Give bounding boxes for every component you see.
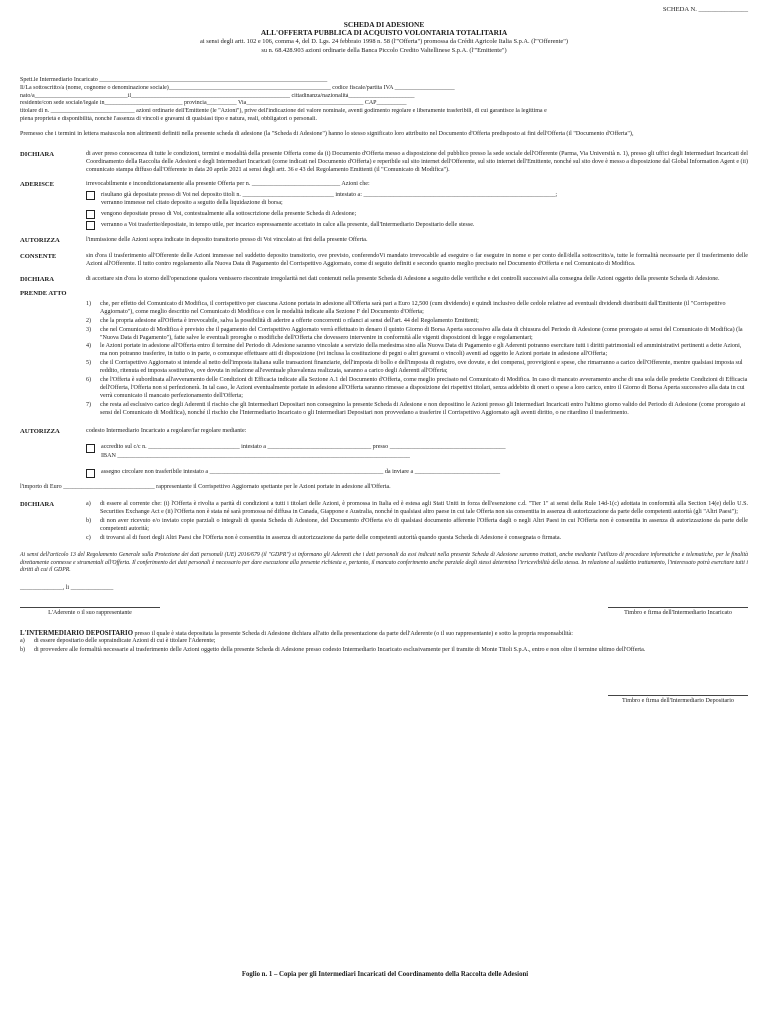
list-item: c) di trovarsi al di fuori degli Altri Paesi che l'Offerta non è consentita in assenza di autorizzazione da parte delle competenti autorità quando questa Scheda di Adesione è consegnata o firmata. [86, 535, 562, 542]
form-shares-info: su n. 68.428.903 azioni ordinarie della Banca Piccolo Credito Valtellinese S.p.A. (l'"Emittente") [261, 46, 507, 54]
depositary-text: presso il quale è stata depositata la presente Scheda di Adesione dichiara all'atto della presentazione da parte dell'Aderente (o il suo rappresentante) e sotto la propria responsabilità: [134, 630, 573, 637]
checkbox-deposit-now[interactable] [86, 210, 95, 219]
form-subtitle: ALL'OFFERTA PUBBLICA DI ACQUISTO VOLONTARIA TOTALITARIA [260, 28, 508, 38]
list-item: a) di essere depositario delle sopraindicate Azioni di cui è titolare l'Aderente; [20, 638, 216, 645]
list-item: 2) che la propria adesione all'Offerta è irrevocabile, salva la possibilità di aderire a offerte concorrenti o rilanci ai sensi dell'art. 44 del Regolamento Emittenti; [86, 317, 479, 324]
payment-option-account [86, 444, 748, 453]
section-text: codesto Intermediario Incaricato a regolare/far regolare mediante: [86, 427, 247, 434]
section-dichiara-2 [20, 276, 748, 285]
list-item: a) di essere al corrente che: (i) l'Offerta è rivolta a parità di condizioni a tutti i titolari delle Azioni, è promossa in Italia ed è estesa agli Stati Uniti in forza dell'esenzione c.d. "Tier 1" ai sensi della Rule 14d-1(c) adottata in conformità alla Section 14(e) dello U.S. Securities Exchange Act e (ii) l'Offerta non è stata né sarà promossa né diffusa in Canada, Giappone e Australia, nonché in qualsiasi altro paese in cui tale Offerta non sia consentita in assenza di autorizzazione da parte delle competenti autorità (gli "Altri Paesi"); [86, 501, 748, 516]
page-footer: Foglio n. 1 – Copia per gli Intermediari Incaricati del Coordinamento della Raccolta delle Adesioni [241, 971, 529, 979]
list-item: 1) che, per effetto del Comunicato di Modifica, il corrispettivo per ciascuna Azione portata in adesione all'Offerta sarà pari a Euro 12,500 (cum dividendo) e quindi inclusivo delle cedole relative ad eventuali dividendi distribuiti dall'Emittente (il "Corrispettivo Aggiornato"), come meglio descritto nel Comunicato di Modifica e con le modalità indicate alla Sezione F del Documento d'Offerta; [86, 300, 726, 315]
section-text: di aver preso conoscenza di tutte le condizioni, termini e modalità della presente Offerta come da (i) Documento d'Offerta messo a disposizione del pubblico presso la sede sociale dell'Offerente (Parma, Via Università n. 1), presso gli uffici degli Intermediari Incaricati del Coordinamento della Raccolta delle Adesioni e degli Intermediari Incaricati (come indicati nel Documento d'Offerta) e reperibile sul sito internet dell'Offerente, sul sito internet dell'Emittente, nonché sul sito dove è messo a disposizione dal Global Information Agent e (ii) comunicato stampa diffuso dall'Offerente in data 20 aprile 2021 ai sensi degli artt. 36 e 43 del Regolamento Emittenti (il "Comunicato di Modifica"). [86, 150, 748, 173]
shares-owned-line: titolare di n. ____________________________ azioni ordinarie dell'Emittente (le "Azioni"), prive dell'indicazione del valore nominale, aventi godimento regolare e liberamente trasferibili, di cui garantisce la legittima e [20, 108, 547, 115]
scheda-number: SCHEDA N. _______________ [662, 6, 748, 13]
depositary-section [20, 630, 748, 707]
ownership-line: piena proprietà e disponibilità, nonché l'assenza di vincoli e gravami di qualsiasi tipo e natura, reali, obbligatori o personali. [20, 115, 317, 122]
checkbox-transfer-later[interactable] [86, 221, 95, 230]
section-text: di accettare sin d'ora lo storno dell'operazione qualora venissero riscontrate irregolarità nei dati contenuti nella presente Scheda di Adesione a seguito delle verifiche e dei controlli successivi alla consegna delle Azioni oggetto della presente Scheda di Adesione. [86, 275, 720, 282]
deposit-option-3 [86, 221, 748, 230]
section-autorizza-2 [20, 428, 748, 478]
form-legal-basis: ai sensi degli artt. 102 e 106, comma 4, del D. Lgs. 24 febbraio 1998 n. 58 (l'"Offerta") promossa da Crédit Agricole Italia S.p.A. (l'"Offerente") [200, 38, 568, 46]
section-autorizza-1 [20, 237, 748, 246]
form-header [20, 21, 748, 55]
deposit-option-2 [86, 210, 748, 219]
list-item: b) di non aver ricevuto e/o inviato copie parziali o integrali di questa Scheda di Adesione, del Documento d'Offerta e/o di qualsiasi documento afferente l'Offerta dagli o negli Altri Paesi in cui l'Offerta non è consentita in assenza di autorizzazione da parte delle competenti autorità; [86, 518, 748, 533]
privacy-notice: Ai sensi dell'articolo 13 del Regolamento Generale sulla Protezione dei dati personali (UE) 2016/679 (il "GDPR") si informano gli Aderenti che i dati personali da essi indicati nella presente Scheda di Adesione saranno trattati, anche mediante l'utilizzo di procedure informatiche e telematiche, per le finalità direttamente connesse e strumentali all'Offerta. Il conferimento dei dati personali è necessario per dare esecuzione alla presente richiesta e, pertanto, il mancato conferimento anche parziale degli stessi determina l'irricevibilità della stessa. In relazione al suddetto trattamento, l'interessato potrà esercitare tutti i diritti di cui il GDPR. [20, 552, 748, 574]
section-label: AUTORIZZA [20, 237, 60, 245]
list-item: 6) che l'Offerta è subordinata all'avveramento delle Condizioni di Efficacia indicate alla Sezione A.1 del Documento d'Offerta, come meglio precisato nel Comunicato di Modifica. In caso di mancato avveramento anche di una sola delle predette Condizioni di Efficacia dell'Offerta, l'Offerta non si perfezionerà. In tal caso, le Azioni eventualmente portate in adesione all'Offerta saranno rimesse a disposizione dei rispettivi titolari, senza addebito di oneri o spese a loro carico, entro il Giorno di Borsa Aperta successivo alla data in cui verrà comunicato il mancato perfezionamento dell'Offerta; [86, 377, 748, 399]
signature-row [20, 607, 748, 618]
section-dichiara-3 [20, 501, 748, 544]
checkbox-already-deposited[interactable] [86, 191, 95, 200]
section-label: AUTORIZZA [20, 427, 60, 435]
section-text: irrevocabilmente e incondizionatamente alla presente Offerta per n. _____________________________ Azioni che: [86, 181, 370, 188]
section-dichiara-1 [20, 151, 748, 175]
signature-place-date: ______________, li ______________ [20, 584, 114, 591]
section-aderisce [20, 181, 748, 230]
section-text: sin d'ora il trasferimento all'Offerente delle Azioni immesse nel suddetto deposito transitorio, ove previsto, conferendoVi mandato irrevocabile ad eseguire o far eseguire in nome e per conto dell/della sottoscritto/a, tutte le formalità necessarie per il trasferimento delle Azioni all'Offerente. Il tutto contro regolamento alla Nuova Data di Pagamento del Corrispettivo Aggiornato, come di seguito definiti e secondo quanto meglio precisato nel Documento d'Offerta e nel Comunicato di Modifica. [86, 252, 748, 267]
option-label: accredito sul c/c n. ______________________________ intestato a __________________________________ presso ______________________________________ [101, 444, 506, 451]
section-prende-atto [20, 290, 748, 417]
adherent-signature-line: L'Aderente o il suo rappresentante [20, 607, 160, 618]
form-title: SCHEDA DI ADESIONE [343, 19, 425, 29]
section-text: l'immissione delle Azioni sopra indicate in deposito transitorio presso di Voi vincolato ai fini della presente Offerta. [86, 237, 368, 244]
option-label: verranno immesse nel citato deposito a seguito della liquidazione di borsa; [101, 200, 283, 207]
option-label: risultano già depositate presso di Voi nel deposito titoli n. ______________________________ intestato a: _______________________________________________________________; [101, 191, 558, 198]
section-consente [20, 253, 748, 269]
subscriber-name-line: Il/La sottoscritto/a (nome, cognome o denominazione sociale)______________________________________________________ codice fiscale/partita IVA ____________________ [20, 84, 455, 91]
checkbox-bank-account[interactable] [86, 444, 95, 453]
option-label: verranno a Voi trasferite/depositate, in tempo utile, per incarico espressamente accettato in calce alla presente, dall'Intermediario Depositario delle stesse. [101, 221, 475, 228]
iban-line: IBAN ________________________________________________________________________________________________ [101, 452, 410, 459]
amount-line: l'importo di Euro ______________________________ rappresentante il Corrispettivo Aggiornato spettante per le Azioni portate in adesione all'Offerta. [20, 483, 391, 490]
birth-line: nato/a_______________________________il_____________________________________________________ cittadinanza/nazionalità______________________ [20, 92, 415, 99]
depositary-stamp-line: Timbro e firma dell'Intermediario Depositario [608, 695, 748, 706]
residence-line: residente/con sede sociale/legale in__________________________ provincia__________ Via_______________________________________ CAP__________ [20, 100, 407, 107]
list-item: b) di provvedere alle formalità necessarie al trasferimento delle Azioni oggetto della presente Scheda di Adesione presso codesto Intermediario Incaricato esclusivamente per il tramite di Monte Titoli S.p.A., entro e non oltre il termine ultimo dell'Offerta. [20, 647, 646, 654]
section-label: DICHIARA [20, 275, 55, 283]
section-label: ADERISCE [20, 181, 55, 189]
subscriber-info [20, 77, 748, 124]
list-item: 4) le Azioni portate in adesione all'Offerta entro il termine del Periodo di Adesione saranno vincolate a servizio della medesima sino alla Nuova Data di Pagamento e gli Aderenti potranno esercitare tutti i diritti patrimoniali ed amministrativi pertinenti a dette Azioni, ma non potranno trasferire, in tutto o in parte, o comunque effettuare atti di disposizione (ivi inclusa la costituzione di pegni o altri gravami o vincoli) aventi ad oggetto le Azioni portate in adesione all'Offerta; [86, 343, 742, 358]
intermediary-line: Spett.le Intermediario Incaricato ____________________________________________________________________________ [20, 76, 328, 83]
list-item: 7) che resta ad esclusivo carico degli Aderenti il rischio che gli Intermediari Depositari non consegnino la presente Scheda di Adesione e non depositino le Azioni presso gli Intermediari Incaricati entro l'ultimo giorno valido del Periodo di Adesione (come prorogato ai sensi del Comunicato di Modifica), nonché il rischio che l'Intermediario Incaricato o gli Intermediari Depositari non provvedano a trasferire il Corrispettivo Aggiornato agli aventi diritto, o ne ritardino il trasferimento. [86, 401, 746, 416]
checkbox-cashier-cheque[interactable] [86, 469, 95, 478]
list-item: 3) che nel Comunicato di Modifica è previsto che il pagamento del Corrispettivo Aggiornato verrà effettuato in denaro il quinto Giorno di Borsa Aperta successivo alla data di chiusura del Periodo di Adesione (come prorogato ai sensi del Comunicato di Modifica) (la "Nuova Data di Pagamento"), fatte salve le eventuali proroghe o modifiche dell'Offerta che dovessero intervenire in conformità alle vigenti disposizioni di legge e regolamentari; [86, 326, 743, 341]
section-label: CONSENTE [20, 252, 57, 260]
prende-atto-list [20, 301, 748, 418]
depositary-label: L'INTERMEDIARIO DEPOSITARIO [20, 629, 133, 637]
option-label: assegno circolare non trasferibile intestato a _________________________________________________________ da inviare a ____________________________ [101, 469, 501, 476]
payment-option-cheque [86, 469, 748, 478]
option-label: vengono depositate presso di Voi, contestualmente alla sottoscrizione della presente Scheda di Adesione; [101, 210, 357, 217]
list-item: 5) che il Corrispettivo Aggiornato si intende al netto dell'imposta italiana sulle transazioni finanziarie, dell'imposta di bollo e dell'imposta di registro, ove dovute, e dei compensi, provvigioni e spese, che rimarranno a carico dell'Offerente, mentre qualsiasi imposta sul reddito, ritenuta ed imposta sostitutiva, ove dovuta in relazione all'eventuale plusvalenza realizzata, saranno a carico degli Aderenti all'Offerta; [86, 360, 743, 375]
deposit-option-1 [86, 191, 748, 200]
section-label: PRENDE ATTO [20, 290, 67, 298]
premesso-paragraph: Premesso che i termini in lettera maiuscola non altrimenti definiti nella presente scheda di adesione (la "Scheda di Adesione") hanno lo stesso significato loro attribuito nel Documento d'Offerta predisposto ai fini dell'Offerta (il "Documento d'Offerta"), [20, 130, 634, 137]
intermediary-stamp-line: Timbro e firma dell'Intermediario Incaricato [608, 607, 748, 618]
section-label: DICHIARA [20, 501, 55, 509]
section-label: DICHIARA [20, 150, 55, 158]
